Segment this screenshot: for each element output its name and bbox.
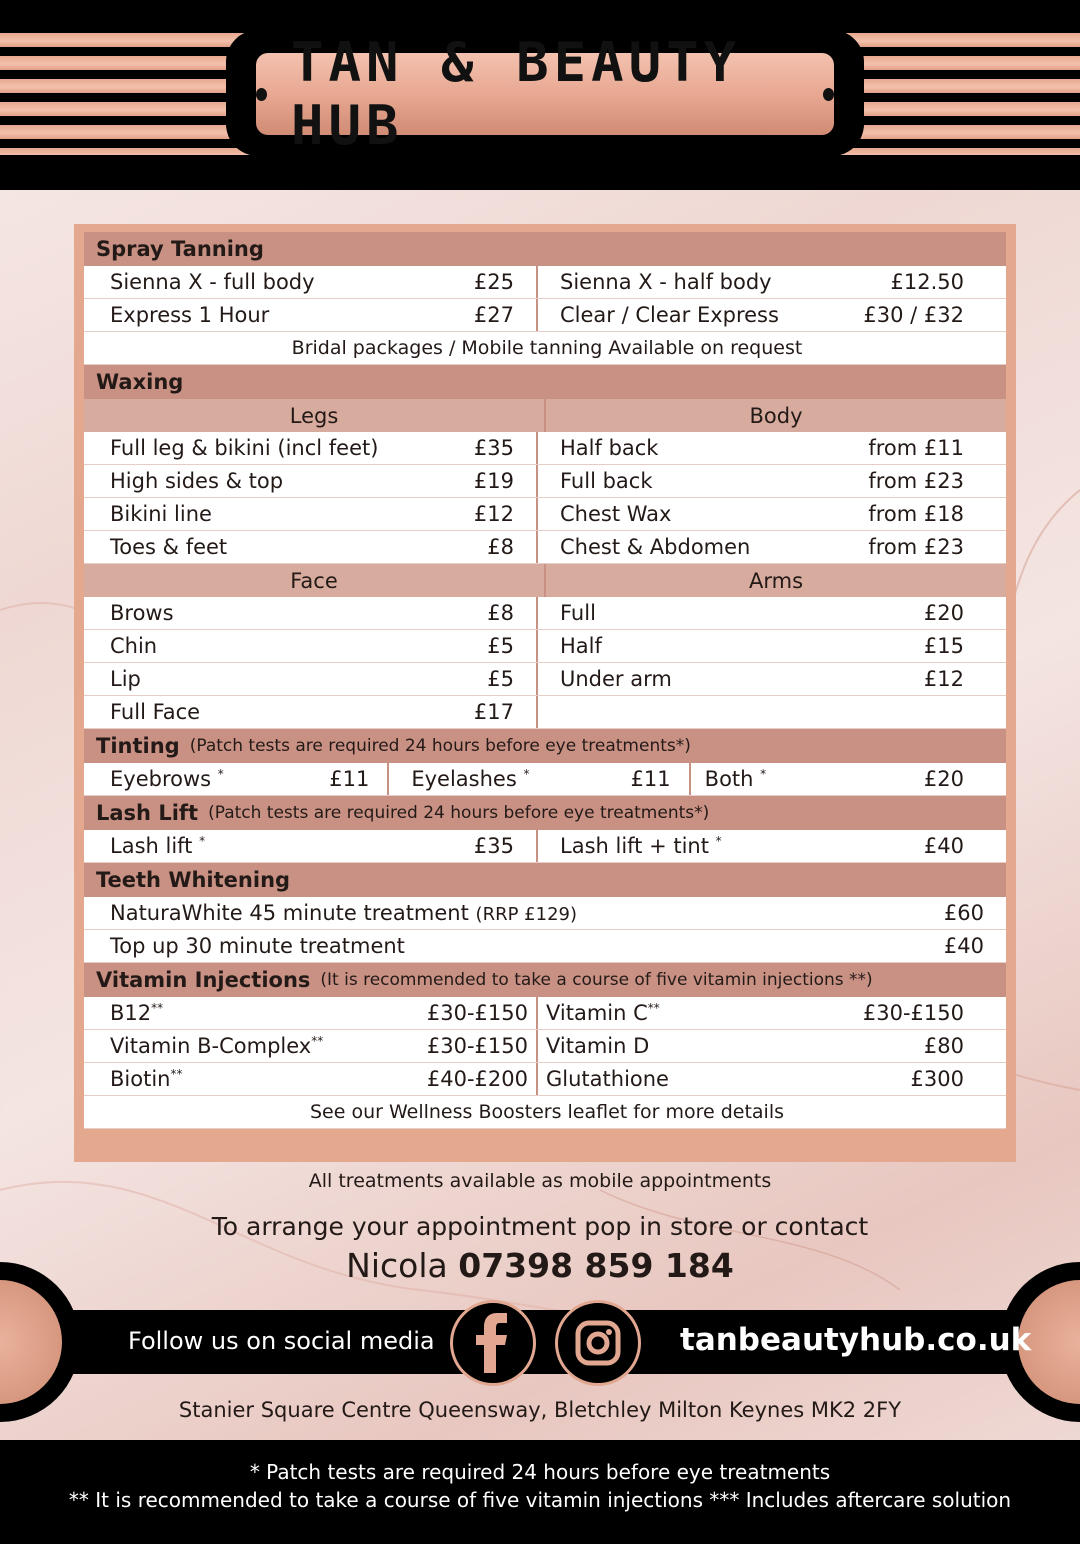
item-name: Top up 30 minute treatment: [110, 934, 405, 958]
item-name: Eyebrows: [110, 767, 212, 791]
item-price: £20: [923, 767, 964, 791]
list-item: [84, 897, 1006, 930]
footnote-1: * Patch tests are required 24 hours before eye treatments: [249, 1460, 831, 1484]
section-title: Spray Tanning: [96, 237, 264, 261]
item-price: £15: [923, 634, 964, 658]
item-name: Full back: [560, 469, 653, 493]
item-name: Biotin: [110, 1067, 171, 1091]
item-mark: **: [170, 1067, 183, 1081]
item-name: Half: [560, 634, 602, 658]
list-item: [84, 531, 1006, 564]
item-price: £40: [923, 834, 964, 858]
item-price: £5: [487, 667, 514, 691]
section-title: Waxing: [96, 370, 184, 394]
item-price: £80: [923, 1034, 964, 1058]
list-item: [84, 1063, 1006, 1096]
item-name: Chin: [110, 634, 158, 658]
item-name: Vitamin C: [546, 1001, 648, 1025]
item-price: £8: [487, 601, 514, 625]
subheader-face: Face: [84, 564, 546, 597]
item-name: Sienna X - half body: [560, 270, 772, 294]
section-note: (It is recommended to take a course of five vitamin injections **): [320, 970, 873, 990]
item-price: £11: [329, 767, 370, 791]
item-price: £40: [943, 934, 984, 958]
item-price: £35: [473, 436, 514, 460]
list-item: [84, 1030, 1006, 1063]
subheader-face-arms: [84, 564, 1006, 597]
item-name: Bikini line: [110, 502, 212, 526]
list-item: [84, 663, 1006, 696]
section-note: (Patch tests are required 24 hours before eye treatments*): [208, 803, 710, 823]
list-item: [84, 763, 1006, 796]
section-spray-tanning: [84, 232, 1006, 266]
item-mark: *: [523, 767, 530, 781]
item-name: Eyelashes: [411, 767, 517, 791]
item-mark: *: [199, 834, 206, 848]
item-name: Lash lift: [110, 834, 193, 858]
item-name: Clear / Clear Express: [560, 303, 779, 327]
item-name: Chest Wax: [560, 502, 672, 526]
item-price: £30-£150: [426, 1001, 528, 1025]
item-name: Lip: [110, 667, 141, 691]
item-name: Under arm: [560, 667, 672, 691]
item-price: from £23: [868, 535, 964, 559]
item-rrp: (RRP £129): [475, 904, 577, 925]
section-waxing: [84, 365, 1006, 399]
item-name: Full leg & bikini (incl feet): [110, 436, 379, 460]
section-note: (Patch tests are required 24 hours before eye treatments*): [189, 736, 691, 756]
item-price: £20: [923, 601, 964, 625]
contact-line: [0, 1246, 1080, 1285]
header: [0, 0, 1080, 190]
price-menu: [74, 224, 1016, 1162]
item-name: Full Face: [110, 700, 201, 724]
subheader-legs: Legs: [84, 399, 546, 432]
vitamin-note: See our Wellness Boosters leaflet for more details: [309, 1101, 785, 1123]
mobile-note: All treatments available as mobile appointments: [308, 1170, 772, 1192]
phone-number[interactable]: 07398 859 184: [458, 1246, 734, 1285]
item-mark: **: [647, 1001, 660, 1015]
item-price: £300: [910, 1067, 964, 1091]
item-price: £5: [487, 634, 514, 658]
item-mark: *: [715, 834, 722, 848]
left-stripes: [0, 33, 260, 155]
vitamin-note-row: [84, 1096, 1006, 1129]
subheader-body: Body: [749, 403, 803, 428]
list-item: [84, 498, 1006, 531]
section-title: Teeth Whitening: [96, 868, 291, 892]
list-item: [84, 696, 1006, 729]
item-name: Vitamin D: [546, 1034, 650, 1058]
list-item: [84, 266, 1006, 299]
item-price: £30-£150: [426, 1034, 528, 1058]
subheader-arms: Arms: [748, 568, 804, 593]
item-name: Toes & feet: [110, 535, 228, 559]
item-price: from £11: [868, 436, 964, 460]
item-price: £11: [630, 767, 671, 791]
section-tinting: [84, 729, 1006, 763]
footnote-2: ** It is recommended to take a course of five vitamin injections *** Includes aftercare solution: [68, 1488, 1012, 1512]
item-price: £30 / £32: [863, 303, 964, 327]
list-item: [84, 299, 1006, 332]
item-name: High sides & top: [110, 469, 284, 493]
section-lash-lift: [84, 796, 1006, 830]
footer: [0, 1440, 1080, 1544]
item-price: £35: [473, 834, 514, 858]
item-price: £27: [473, 303, 514, 327]
section-teeth-whitening: [84, 863, 1006, 897]
item-name: Full: [560, 601, 596, 625]
section-vitamin-injections: [84, 963, 1006, 997]
address: Stanier Square Centre Queensway, Bletchley Milton Keynes MK2 2FY: [178, 1398, 902, 1422]
item-price: £25: [473, 270, 514, 294]
spray-note: Bridal packages / Mobile tanning Available on request: [291, 337, 803, 359]
item-name: B12: [110, 1001, 152, 1025]
item-name: Vitamin B-Complex: [110, 1034, 312, 1058]
list-item: [84, 597, 1006, 630]
item-price: £19: [473, 469, 514, 493]
list-item: [84, 930, 1006, 963]
item-price: £12.50: [890, 270, 964, 294]
list-item: [84, 432, 1006, 465]
item-mark: *: [217, 767, 224, 781]
page-title: TAN & BEAUTY HUB: [291, 31, 742, 157]
item-mark: **: [311, 1034, 324, 1048]
item-price: from £18: [868, 502, 964, 526]
instagram-icon[interactable]: [555, 1300, 641, 1386]
item-price: £17: [473, 700, 514, 724]
item-name: Glutathione: [546, 1067, 669, 1091]
item-mark: **: [151, 1001, 164, 1015]
list-item: [84, 630, 1006, 663]
item-name: Half back: [560, 436, 659, 460]
contact-name: Nicola: [346, 1246, 448, 1285]
section-title: Vitamin Injections: [96, 968, 311, 992]
item-mark: *: [760, 767, 767, 781]
section-title: Tinting: [96, 734, 180, 758]
title-dot-left: [256, 88, 267, 101]
item-name: Lash lift + tint: [560, 834, 709, 858]
title-dot-right: [823, 88, 834, 101]
item-price: £12: [923, 667, 964, 691]
facebook-icon[interactable]: [450, 1300, 536, 1386]
item-price: £8: [487, 535, 514, 559]
arrange-text: To arrange your appointment pop in store or contact: [211, 1212, 869, 1241]
title-plate: [256, 31, 834, 157]
item-price: from £23: [868, 469, 964, 493]
website-link[interactable]: tanbeautyhub.co.uk: [680, 1322, 1032, 1358]
item-name: NaturaWhite 45 minute treatment: [110, 901, 469, 925]
item-price: £60: [943, 901, 984, 925]
item-name: Both: [704, 767, 754, 791]
item-price: £12: [473, 502, 514, 526]
subheader-legs-body: [84, 399, 1006, 432]
item-name: Chest & Abdomen: [560, 535, 751, 559]
follow-text: Follow us on social media: [128, 1327, 435, 1355]
spray-note-row: [84, 332, 1006, 365]
item-name: Sienna X - full body: [110, 270, 315, 294]
list-item: [84, 997, 1006, 1030]
list-item: [84, 465, 1006, 498]
section-title: Lash Lift: [96, 801, 199, 825]
item-price: £30-£150: [862, 1001, 964, 1025]
item-price: £40-£200: [426, 1067, 528, 1091]
item-name: Brows: [110, 601, 174, 625]
item-name: Express 1 Hour: [110, 303, 270, 327]
list-item: [84, 830, 1006, 863]
